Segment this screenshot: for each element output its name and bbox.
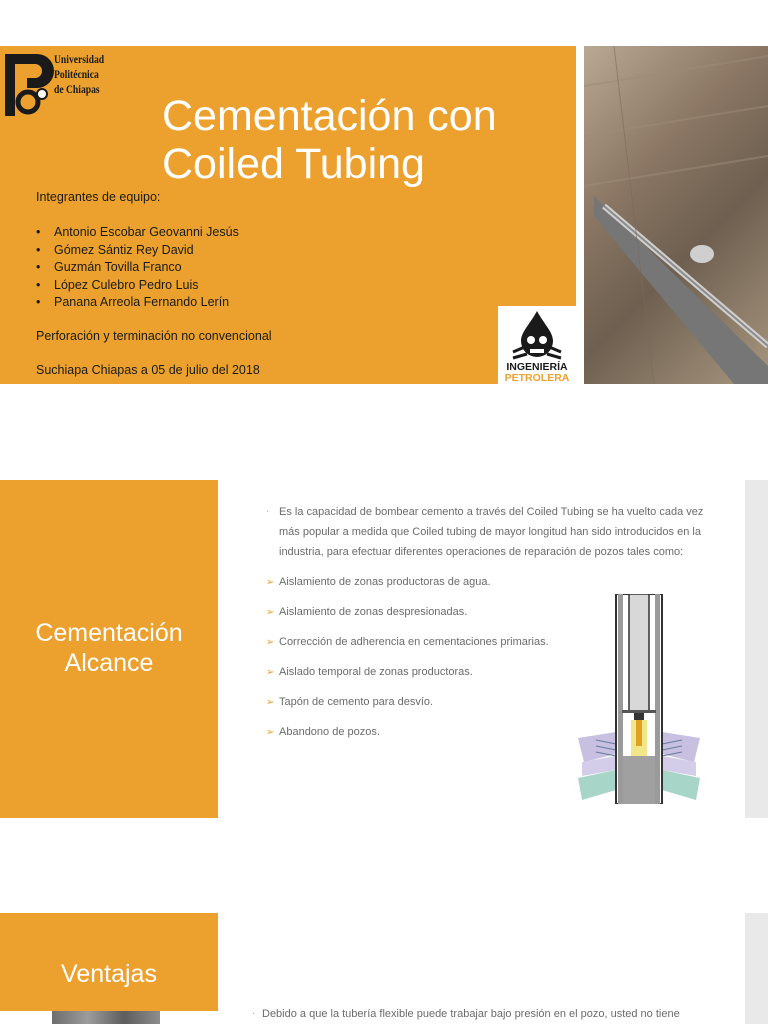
up-emblem-icon xyxy=(2,50,54,126)
arrow-bullet-icon: ➢ xyxy=(266,727,275,738)
title-slide xyxy=(0,46,768,384)
list-item-text: Aislamiento de zonas productoras de agua. xyxy=(279,576,491,588)
oil-drop-skull-icon xyxy=(510,308,564,362)
ingenieria-petrolera-logo xyxy=(498,306,576,384)
member-name: Antonio Escobar Geovanni Jesús xyxy=(54,225,239,239)
list-item-text: Aislado temporal de zonas productoras. xyxy=(279,666,473,678)
list-item xyxy=(266,725,549,755)
list-item xyxy=(266,695,549,725)
arrow-bullet-icon: ➢ xyxy=(266,667,275,678)
university-logo-line-3: de Chiapas xyxy=(54,82,100,96)
slide-right-edge xyxy=(745,913,768,1024)
advantages-title: Ventajas xyxy=(61,960,157,988)
advantages-text-content: Debido a que la tubería flexible puede trabajar bajo presión en el pozo, usted no tiene xyxy=(262,1008,680,1020)
cement-plug-diagram xyxy=(576,594,702,804)
scope-title-line-2: Alcance xyxy=(64,649,154,677)
scope-slide-title xyxy=(0,618,218,678)
list-item xyxy=(266,605,549,635)
slide-right-edge xyxy=(745,480,768,818)
list-item xyxy=(266,665,549,695)
operations-list xyxy=(266,575,549,755)
arrow-bullet-icon: ➢ xyxy=(266,577,275,588)
member-name: Gómez Sántiz Rey David xyxy=(54,242,194,257)
team-member xyxy=(36,277,239,295)
bullet-icon: · xyxy=(266,506,270,517)
ing-logo-line-2: PETROLERA xyxy=(504,372,570,384)
team-member xyxy=(36,242,239,260)
advantages-text xyxy=(252,1007,742,1021)
member-name: Guzmán Tovilla Franco xyxy=(54,260,182,275)
bullet-icon: • xyxy=(36,260,41,275)
team-member xyxy=(36,224,239,242)
course-name: Perforación y terminación no convencional xyxy=(36,329,272,343)
title-line-2: Coiled Tubing xyxy=(162,140,425,188)
arrow-bullet-icon: ➢ xyxy=(266,607,275,618)
presentation-title xyxy=(162,92,562,188)
place-date: Suchiapa Chiapas a 05 de julio del 2018 xyxy=(36,363,260,377)
arrow-bullet-icon: ➢ xyxy=(266,697,275,708)
bullet-icon: · xyxy=(252,1008,256,1019)
scope-title-line-1: Cementación xyxy=(35,619,183,647)
advantages-photo xyxy=(52,1011,160,1024)
list-item-text: Tapón de cemento para desvío. xyxy=(279,696,434,708)
bullet-icon: • xyxy=(36,225,41,239)
bullet-icon: • xyxy=(36,277,41,292)
member-name: López Culebro Pedro Luis xyxy=(54,277,199,292)
ing-logo-line-1: INGENIERÍA xyxy=(506,361,568,373)
title-line-1: Cementación con xyxy=(162,92,497,140)
title-slide-background xyxy=(0,46,576,384)
scope-slide-title-panel xyxy=(0,480,218,818)
team-member xyxy=(36,294,239,312)
advantages-title-panel xyxy=(0,913,218,1011)
list-item-text: Aislamiento de zonas despresionadas. xyxy=(279,606,468,618)
list-item xyxy=(266,635,549,665)
scope-slide xyxy=(0,480,768,818)
bullet-icon: • xyxy=(36,242,41,257)
scope-intro-text: Es la capacidad de bombear cemento a través del Coiled Tubing se ha vuelto cada vez más popular a medida que Coiled tubing de mayor longitud han sido introducidos en la industria, para efectuar diferentes operaciones de reparación de pozos tales como: xyxy=(279,506,704,558)
advantages-slide xyxy=(0,913,768,1024)
list-item xyxy=(266,575,549,605)
coiled-tubing-photo xyxy=(584,46,768,384)
university-logo-line-1: Universidad xyxy=(54,52,105,66)
team-heading: Integrantes de equipo: xyxy=(36,190,161,204)
university-logo xyxy=(2,48,112,128)
list-item-text: Corrección de adherencia en cementaciones primarias. xyxy=(279,636,549,648)
member-name: Panana Arreola Fernando Lerín xyxy=(54,295,230,310)
scope-intro xyxy=(266,502,722,562)
arrow-bullet-icon: ➢ xyxy=(266,637,275,648)
coiled-tubing-photo-drawing xyxy=(584,46,768,384)
bullet-icon: • xyxy=(36,295,41,310)
team-member xyxy=(36,259,239,277)
university-logo-line-2: Politécnica xyxy=(54,67,99,81)
list-item-text: Abandono de pozos. xyxy=(279,726,380,738)
team-member-list xyxy=(36,224,239,312)
